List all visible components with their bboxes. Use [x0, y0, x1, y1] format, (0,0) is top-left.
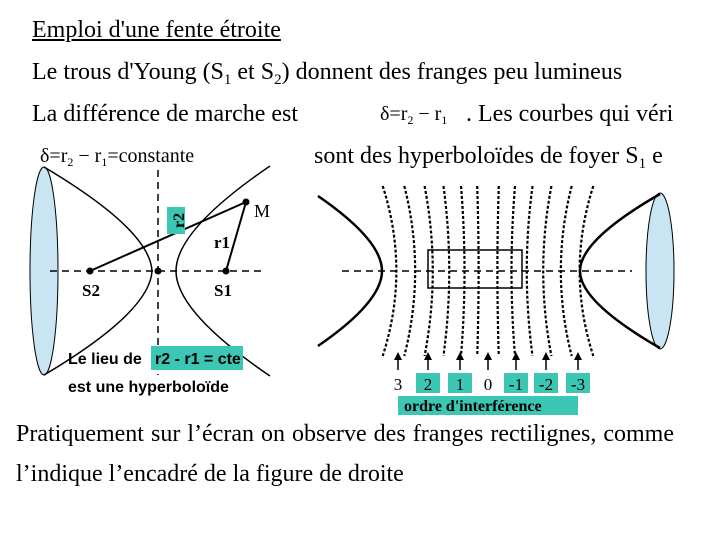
caption-line-1: Le lieu de [68, 351, 142, 368]
point-S1 [223, 268, 230, 275]
label-S2: S2 [82, 281, 100, 300]
order-arrows [394, 352, 582, 370]
right-disk [646, 193, 674, 349]
order-label-3: 0 [483, 375, 493, 394]
order-arrow-head [484, 352, 492, 360]
order-labels [394, 373, 590, 394]
left-hyperboloid-diagram [30, 166, 270, 396]
formula-delta-sub1: 1 [441, 113, 448, 127]
formula-const-c: =constante [107, 145, 195, 167]
intro-line-3-part-a: sont des hyperboloïdes de foyer S [314, 143, 639, 169]
order-label-0: 3 [393, 375, 403, 394]
order-arrow-head [574, 352, 582, 360]
body-paragraph: Pratiquement sur l’écran on observe des franges rectilignes, comme l’indique l’encadré de la figure de droite [16, 421, 674, 487]
formula-delta-a: δ=r [380, 103, 408, 125]
formula-const-b: − r [73, 145, 102, 167]
page-title: Emploi d'une fente étroite [32, 17, 281, 43]
order-arrow-head [512, 352, 520, 360]
label-r1: r1 [214, 233, 231, 252]
caption-formula: r2 - r1 = cte [155, 351, 241, 368]
order-arrow-head [394, 352, 402, 360]
intro-line-1-part-b: et S [231, 59, 275, 85]
right-fringes-diagram [318, 186, 674, 415]
point-S2 [87, 268, 94, 275]
label-r2: r2 [171, 212, 188, 228]
label-M: M [254, 201, 271, 221]
order-label-6: -3 [570, 375, 586, 394]
intro-line-3-part-b: e [646, 143, 663, 169]
intro-line-2-end: . Les courbes qui véri [466, 101, 674, 127]
formula-const-sub1: 1 [101, 155, 108, 169]
order-arrow-head [456, 352, 464, 360]
order-label-2: 1 [455, 375, 465, 394]
order-arrow-head [542, 352, 550, 360]
label-S1: S1 [214, 281, 232, 300]
caption-line-2: est une hyperboloïde [68, 379, 229, 396]
intro-line-1-part-a: Le trous d'Young (S [32, 59, 224, 85]
point-center [155, 268, 162, 275]
sub-2: 2 [274, 72, 282, 88]
formula-delta-sub2: 2 [407, 113, 414, 127]
order-label-1: 2 [423, 375, 433, 394]
screen-box [428, 250, 522, 288]
intro-line-3-sub: 1 [638, 156, 647, 172]
intro-line-1-part-c: ) donnent des franges peu lumineus [281, 59, 623, 85]
sub-1: 1 [223, 72, 232, 88]
formula-const-sub2: 2 [67, 155, 74, 169]
intro-line-2-part-a: La différence de marche est [32, 101, 299, 127]
point-M [243, 199, 250, 206]
formula-const-a: δ=r [40, 145, 68, 167]
order-label: ordre d'interférence [404, 398, 542, 415]
order-label-4: -1 [508, 375, 524, 394]
formula-delta-b: − r [413, 103, 442, 125]
order-label-5: -2 [538, 375, 554, 394]
